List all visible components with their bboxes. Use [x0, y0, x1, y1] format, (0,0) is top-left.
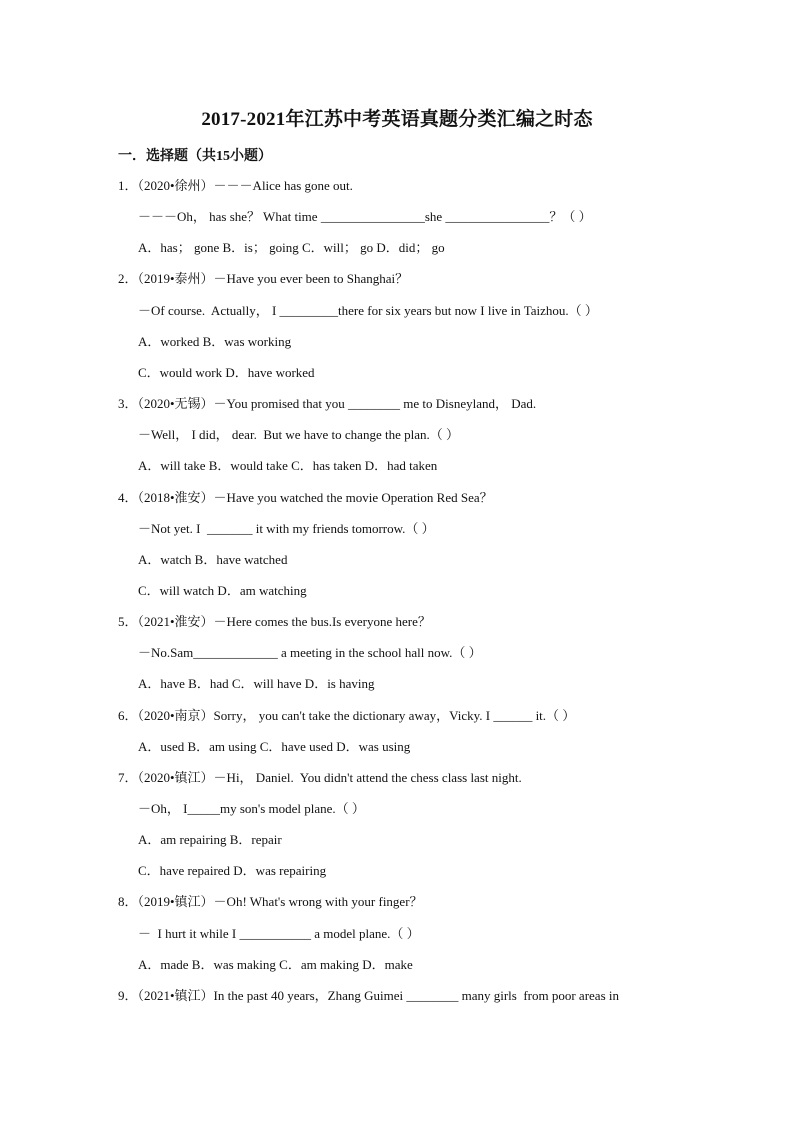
q5-stem: 5．（2021•淮安）－Here comes the bus.Is everyone here？	[118, 614, 431, 629]
q3-dialogue: －Well， I did， dear. But we have to change the plan.（ ）	[138, 427, 459, 442]
section-heading: 一．选择题（共15小题）	[118, 149, 272, 164]
q2-dialogue: －Of course. Actually， I _________there for six years but now I live in Taizhou.（ ）	[138, 303, 598, 318]
q3-choices: A．will take B．would take C．has taken D．had taken	[138, 458, 438, 473]
q4-dialogue: －Not yet. I _______ it with my friends tomorrow.（ ）	[138, 521, 435, 536]
q8-stem: 8．（2019•镇江）－Oh! What's wrong with your finger？	[118, 894, 423, 909]
q8-dialogue: － I hurt it while I ___________ a model plane.（ ）	[138, 926, 420, 941]
q7-stem: 7．（2020•镇江）－Hi， Daniel. You didn't attend the chess class last night.	[118, 770, 522, 785]
q1-dialogue: －－－Oh， has she？ What time ________________she ________________？（ ）	[138, 209, 592, 224]
q5-dialogue: －No.Sam_____________ a meeting in the school hall now.（ ）	[138, 645, 482, 660]
q5-choices: A．have B．had C．will have D．is having	[138, 676, 375, 691]
q1-stem: 1．（2020•徐州）－－－Alice has gone out.	[118, 178, 353, 193]
document-title: 2017-2021年江苏中考英语真题分类汇编之时态	[201, 109, 593, 130]
q1-choices: A．has； gone B．is； going C．will； go D．did； go	[138, 240, 445, 255]
q2-choices-ab: A．worked B．was working	[138, 334, 292, 349]
q7-dialogue: －Oh， I_____my son's model plane.（ ）	[138, 801, 365, 816]
q9-stem: 9．（2021•镇江）In the past 40 years，Zhang Guimei ________ many girls from poor areas in	[118, 988, 619, 1003]
q4-choices-ab: A．watch B．have watched	[138, 552, 288, 567]
q7-choices-cd: C．have repaired D．was repairing	[138, 863, 327, 878]
q4-stem: 4．（2018•淮安）－Have you watched the movie Operation Red Sea？	[118, 490, 493, 505]
q7-choices-ab: A．am repairing B．repair	[138, 832, 282, 847]
q8-choices: A．made B．was making C．am making D．make	[138, 957, 413, 972]
q2-choices-cd: C．would work D．have worked	[138, 365, 315, 380]
q6-stem: 6．（2020•南京）Sorry， you can't take the dictionary away，Vicky. I ______ it.（ ）	[118, 708, 576, 723]
q3-stem: 3．（2020•无锡）－You promised that you ________ me to Disneyland， Dad.	[118, 396, 537, 411]
q6-choices: A．used B．am using C．have used D．was using	[138, 739, 411, 754]
q4-choices-cd: C．will watch D．am watching	[138, 583, 307, 598]
q2-stem: 2．（2019•泰州）－Have you ever been to Shanghai？	[118, 271, 409, 286]
